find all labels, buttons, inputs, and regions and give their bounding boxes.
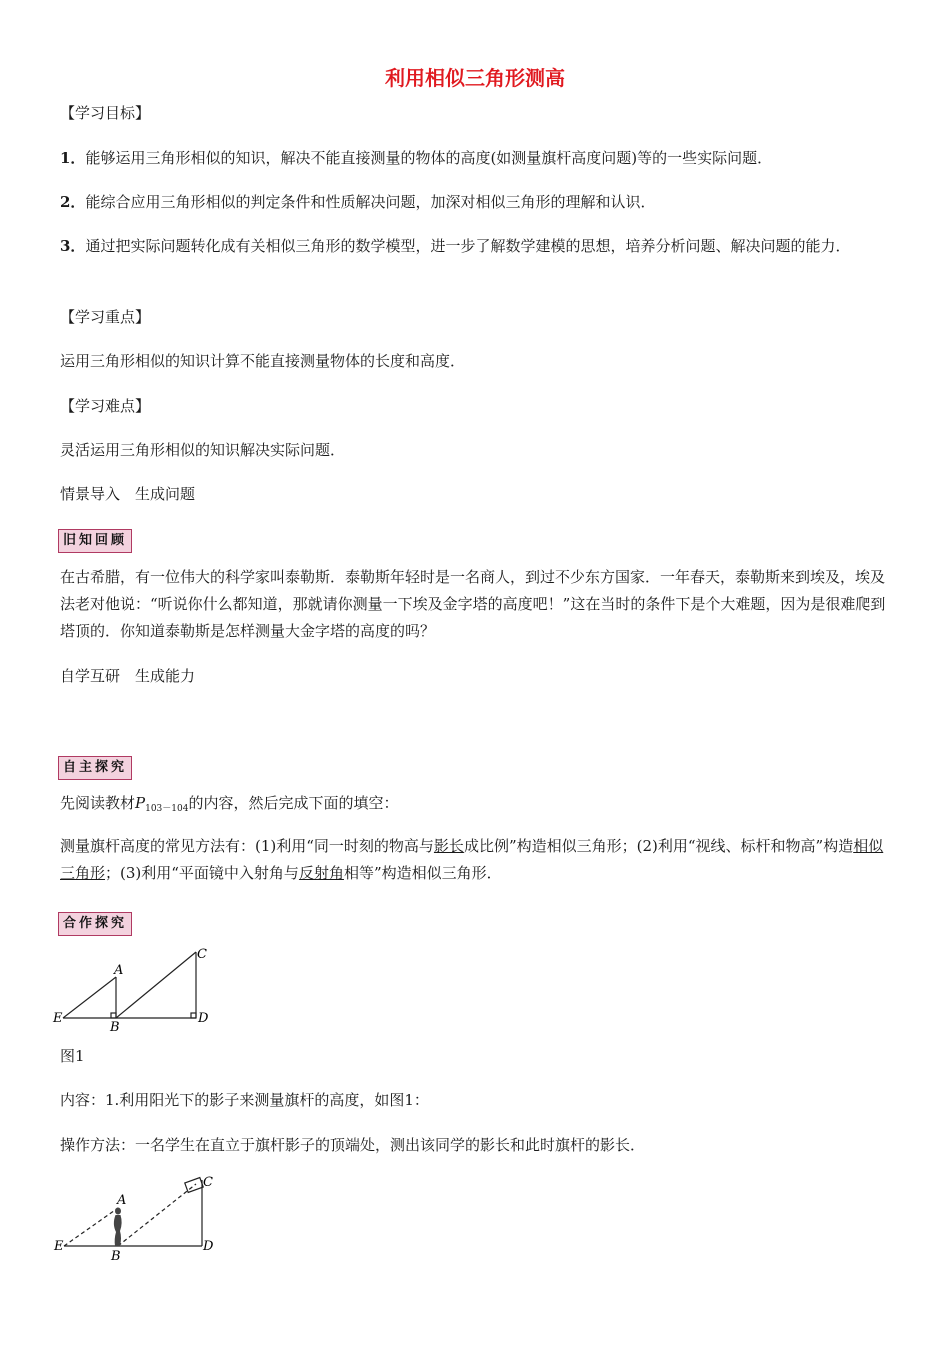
- label-b: B: [110, 1020, 120, 1034]
- key-points-heading: 【学习重点】: [60, 308, 151, 326]
- key-points-text: 运用三角形相似的知识计算不能直接测量物体的长度和高度．: [60, 352, 466, 370]
- label-d: D: [198, 1011, 209, 1026]
- self-study-badge: 自主探究: [58, 756, 132, 780]
- label-a: A: [117, 1193, 127, 1208]
- methods-text-1: 测量旗杆高度的常见方法有：(1)利用“同一时刻的物高与: [60, 837, 434, 855]
- difficulties-heading: 【学习难点】: [60, 397, 151, 415]
- blank-answer-1: 影长: [433, 837, 464, 855]
- objective-number: 2．: [60, 193, 86, 211]
- blank-answer-3: 反射角: [298, 864, 344, 882]
- label-d: D: [203, 1239, 214, 1254]
- page-ref-letter: P: [135, 794, 146, 812]
- right-angle-b: [111, 1013, 116, 1018]
- self-study-intro: [60, 792, 398, 820]
- objective-text: 能够运用三角形相似的知识，解决不能直接测量的物体的高度(如测量旗杆高度问题)等的一些实际问题．: [85, 149, 773, 167]
- student-figure: [114, 1208, 122, 1247]
- objective-item-2: [60, 189, 886, 216]
- page-ref-range: 103－104: [145, 804, 189, 814]
- section-title-intro: 情景导入 生成问题: [60, 485, 196, 503]
- objective-item-3: [60, 233, 886, 260]
- blank-answer-2: 相似三角形: [60, 837, 884, 882]
- review-text: 在古希腊，有一位伟大的科学家叫泰勒斯．泰勒斯年轻时是一名商人，到过不少东方国家．一年春天，泰勒斯来到埃及，埃及法老对他说：“听说你什么都知道，那就请你测量一下埃及金字塔的高度吧！”这在当时的条件下是个大难题，因为是很难爬到塔顶的．你知道泰勒斯是怎样测量大金字塔的高度的吗？: [60, 568, 886, 640]
- methods-text-4: 相等”构造相似三角形．: [343, 864, 502, 882]
- label-a: A: [114, 963, 124, 978]
- figure-1-caption: 图1: [60, 1047, 85, 1065]
- label-e: E: [53, 1011, 63, 1026]
- measurement-methods: [60, 833, 886, 887]
- objective-text: 能综合应用三角形相似的判定条件和性质解决问题，加深对相似三角形的理解和认识．: [85, 193, 656, 211]
- objectives-heading: 【学习目标】: [60, 104, 151, 122]
- cooperation-method: 操作方法：一名学生在直立于旗杆影子的顶端处，测出该同学的影长和此时旗杆的影长．: [60, 1136, 646, 1154]
- cooperation-badge: 合作探究: [58, 912, 132, 936]
- intro-text-before: 先阅读教材: [60, 794, 136, 812]
- label-c: C: [197, 947, 207, 962]
- figure-1-diagram: [50, 944, 220, 1034]
- page-title: 利用相似三角形测高: [385, 66, 565, 90]
- objective-number: 3．: [60, 237, 86, 255]
- objective-item-1: [60, 145, 886, 172]
- objective-number: 1．: [60, 149, 86, 167]
- methods-text-3: ；(3)利用“平面镜中入射角与: [105, 864, 299, 882]
- difficulties-text: 灵活运用三角形相似的知识解决实际问题．: [60, 441, 346, 459]
- sun-ray-to-head: [64, 1208, 118, 1246]
- section-title-self-study: 自学互研 生成能力: [60, 667, 196, 685]
- pole-shadow-hypotenuse: [116, 952, 196, 1018]
- sun-ray-to-pole-top: [118, 1184, 196, 1246]
- label-e: E: [54, 1239, 64, 1254]
- right-angle-d: [191, 1013, 196, 1018]
- figure-2-diagram: [50, 1172, 225, 1267]
- cooperation-content: 内容：1.利用阳光下的影子来测量旗杆的高度，如图1：: [60, 1091, 429, 1109]
- person-shadow-hypotenuse: [63, 977, 116, 1018]
- flag: [185, 1178, 203, 1193]
- methods-text-2: 成比例”构造相似三角形；(2)利用“视线、标杆和物高”构造: [463, 837, 854, 855]
- label-c: C: [203, 1175, 213, 1190]
- label-b: B: [111, 1249, 121, 1264]
- review-badge: 旧知回顾: [58, 529, 132, 553]
- intro-text-after: 的内容，然后完成下面的填空：: [188, 794, 399, 812]
- objective-text: 通过把实际问题转化成有关相似三角形的数学模型，进一步了解数学建模的思想，培养分析问题、解决问题的能力．: [85, 237, 851, 255]
